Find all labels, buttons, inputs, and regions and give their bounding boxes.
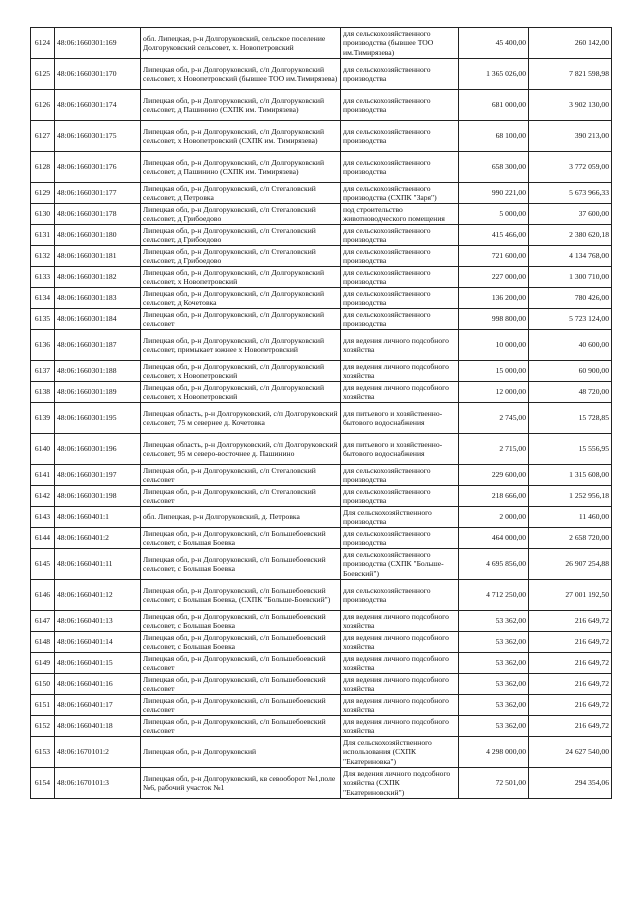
cell-cadastral-value: 216 649,72	[529, 695, 612, 716]
cell-area: 998 800,00	[459, 309, 529, 330]
cell-row-number: 6141	[31, 465, 55, 486]
cell-row-number: 6131	[31, 225, 55, 246]
cell-area: 4 695 856,00	[459, 549, 529, 580]
cell-cadastral-value: 1 252 956,18	[529, 486, 612, 507]
cell-cadastral-number: 48:06:1660401:12	[55, 580, 141, 611]
table-row	[31, 225, 612, 246]
cell-address: Липецкая область, р-н Долгоруковский, с/п Долгоруковский сельсовет, 75 м севернее д. Кочетовка	[141, 403, 341, 434]
cell-permitted-use: для сельскохозяйственного производства	[341, 580, 459, 611]
cell-row-number: 6147	[31, 611, 55, 632]
cell-address: Липецкая обл, р-н Долгоруковский, с/п Стегаловский сельсовет, д Петровка	[141, 183, 341, 204]
cell-cadastral-value: 216 649,72	[529, 611, 612, 632]
table-row	[31, 737, 612, 768]
cell-cadastral-value: 216 649,72	[529, 653, 612, 674]
cell-address: обл. Липецкая, р-н Долгоруковский, сельское поселение Долгоруковский сельсовет, х. Новопетровский	[141, 28, 341, 59]
cell-cadastral-value: 37 600,00	[529, 204, 612, 225]
land-plot-table	[30, 27, 612, 799]
cell-permitted-use: для ведения личного подсобного хозяйства	[341, 611, 459, 632]
cell-area: 4 298 000,00	[459, 737, 529, 768]
table-row	[31, 59, 612, 90]
cell-address: Липецкая обл, р-н Долгоруковский, с/п Большебоевский сельсовет, с Большая Боевка	[141, 632, 341, 653]
table-row	[31, 580, 612, 611]
table-row	[31, 204, 612, 225]
cell-area: 229 600,00	[459, 465, 529, 486]
table-row	[31, 465, 612, 486]
cell-cadastral-number: 48:06:1660401:1	[55, 507, 141, 528]
table-row	[31, 288, 612, 309]
cell-cadastral-number: 48:06:1660401:13	[55, 611, 141, 632]
cell-address: Липецкая обл, р-н Долгоруковский, с/п Стегаловский сельсовет	[141, 465, 341, 486]
cell-permitted-use: для сельскохозяйственного производства	[341, 152, 459, 183]
cell-permitted-use: для сельскохозяйственного производства	[341, 225, 459, 246]
cell-row-number: 6133	[31, 267, 55, 288]
cell-permitted-use: для ведения личного подсобного хозяйства	[341, 653, 459, 674]
table-body	[31, 28, 612, 799]
cell-cadastral-value: 3 772 059,00	[529, 152, 612, 183]
cell-area: 658 300,00	[459, 152, 529, 183]
cell-permitted-use: для ведения личного подсобного хозяйства	[341, 716, 459, 737]
cell-cadastral-number: 48:06:1660301:176	[55, 152, 141, 183]
cell-row-number: 6145	[31, 549, 55, 580]
cell-cadastral-value: 1 315 608,00	[529, 465, 612, 486]
cell-cadastral-value: 2 380 620,18	[529, 225, 612, 246]
cell-permitted-use: для сельскохозяйственного производства (бывшее ТОО им.Тимирязева)	[341, 28, 459, 59]
cell-cadastral-value: 5 723 124,00	[529, 309, 612, 330]
cell-permitted-use: для сельскохозяйственного производства	[341, 90, 459, 121]
cell-area: 464 000,00	[459, 528, 529, 549]
cell-permitted-use: для ведения личного подсобного хозяйства	[341, 632, 459, 653]
table-row	[31, 28, 612, 59]
cell-address: Липецкая обл, р-н Долгоруковский, с/п Долгоруковский сельсовет, х Новопетровский (бывшее ТОО им.Тимирязева)	[141, 59, 341, 90]
cell-cadastral-value: 390 213,00	[529, 121, 612, 152]
cell-cadastral-number: 48:06:1670101:3	[55, 768, 141, 799]
cell-address: Липецкая обл, р-н Долгоруковский, с/п Долгоруковский сельсовет, д Пашинино (СХПК им. Тимирязева)	[141, 152, 341, 183]
cell-cadastral-number: 48:06:1660401:2	[55, 528, 141, 549]
cell-row-number: 6127	[31, 121, 55, 152]
cell-address: Липецкая обл, р-н Долгоруковский, с/п Долгоруковский сельсовет, х Новопетровский	[141, 382, 341, 403]
cell-cadastral-number: 48:06:1660301:181	[55, 246, 141, 267]
cell-cadastral-number: 48:06:1660401:18	[55, 716, 141, 737]
cell-permitted-use: для ведения личного подсобного хозяйства	[341, 361, 459, 382]
cell-cadastral-value: 15 556,95	[529, 434, 612, 465]
table-row	[31, 528, 612, 549]
cell-cadastral-number: 48:06:1660301:177	[55, 183, 141, 204]
cell-row-number: 6129	[31, 183, 55, 204]
cell-cadastral-value: 780 426,00	[529, 288, 612, 309]
cell-cadastral-number: 48:06:1660301:184	[55, 309, 141, 330]
cell-area: 15 000,00	[459, 361, 529, 382]
cell-cadastral-number: 48:06:1660301:195	[55, 403, 141, 434]
cell-cadastral-number: 48:06:1660301:180	[55, 225, 141, 246]
cell-permitted-use: для ведения личного подсобного хозяйства	[341, 695, 459, 716]
cell-row-number: 6152	[31, 716, 55, 737]
cell-cadastral-value: 216 649,72	[529, 716, 612, 737]
cell-row-number: 6140	[31, 434, 55, 465]
cell-permitted-use: для сельскохозяйственного производства	[341, 309, 459, 330]
cell-cadastral-value: 11 460,00	[529, 507, 612, 528]
cell-row-number: 6154	[31, 768, 55, 799]
cell-row-number: 6146	[31, 580, 55, 611]
cell-address: Липецкая обл, р-н Долгоруковский, с/п Большебоевский сельсовет	[141, 716, 341, 737]
cell-row-number: 6128	[31, 152, 55, 183]
cell-permitted-use: для сельскохозяйственного производства	[341, 528, 459, 549]
cell-area: 68 100,00	[459, 121, 529, 152]
cell-address: Липецкая обл, р-н Долгоруковский, с/п Долгоруковский сельсовет, примыкает южнее х Новопетровский	[141, 330, 341, 361]
cell-address: Липецкая обл, р-н Долгоруковский, с/п Долгоруковский сельсовет, х Новопетровский	[141, 267, 341, 288]
cell-area: 53 362,00	[459, 632, 529, 653]
table-row	[31, 653, 612, 674]
cell-area: 53 362,00	[459, 716, 529, 737]
cell-permitted-use: для ведения личного подсобного хозяйства	[341, 382, 459, 403]
table-row	[31, 674, 612, 695]
cell-address: Липецкая обл, р-н Долгоруковский, с/п Большебоевский сельсовет, с Большая Боевка	[141, 549, 341, 580]
cell-cadastral-number: 48:06:1660301:196	[55, 434, 141, 465]
table-row	[31, 121, 612, 152]
cell-address: Липецкая обл, р-н Долгоруковский, с/п Долгоруковский сельсовет, х Новопетровский (СХПК им. Тимирязева)	[141, 121, 341, 152]
cell-cadastral-number: 48:06:1670101:2	[55, 737, 141, 768]
table-row	[31, 90, 612, 121]
cell-cadastral-value: 294 354,06	[529, 768, 612, 799]
cell-permitted-use: Для сельскохозяйственного производства	[341, 507, 459, 528]
cell-row-number: 6132	[31, 246, 55, 267]
cell-cadastral-number: 48:06:1660301:182	[55, 267, 141, 288]
table-row	[31, 611, 612, 632]
cell-area: 681 000,00	[459, 90, 529, 121]
cell-permitted-use: для сельскохозяйственного производства	[341, 121, 459, 152]
cell-area: 136 200,00	[459, 288, 529, 309]
cell-cadastral-number: 48:06:1660401:11	[55, 549, 141, 580]
cell-permitted-use: для ведения личного подсобного хозяйства	[341, 330, 459, 361]
cell-cadastral-value: 60 900,00	[529, 361, 612, 382]
table-row	[31, 507, 612, 528]
cell-address: Липецкая обл, р-н Долгоруковский, с/п Большебоевский сельсовет	[141, 653, 341, 674]
cell-area: 72 501,00	[459, 768, 529, 799]
cell-cadastral-number: 48:06:1660301:170	[55, 59, 141, 90]
table-row	[31, 246, 612, 267]
table-row	[31, 152, 612, 183]
cell-permitted-use: Для ведения личного подсобного хозяйства (СХПК "Екатериновский")	[341, 768, 459, 799]
cell-row-number: 6150	[31, 674, 55, 695]
cell-address: Липецкая обл, р-н Долгоруковский	[141, 737, 341, 768]
cell-area: 990 221,00	[459, 183, 529, 204]
cell-address: Липецкая обл, р-н Долгоруковский, с/п Большебоевский сельсовет, с Большая Боевка	[141, 611, 341, 632]
cell-cadastral-number: 48:06:1660401:17	[55, 695, 141, 716]
cell-address: Липецкая обл, р-н Долгоруковский, с/п Стегаловский сельсовет, д Грибоедово	[141, 246, 341, 267]
cell-row-number: 6142	[31, 486, 55, 507]
table-row	[31, 330, 612, 361]
cell-area: 45 400,00	[459, 28, 529, 59]
cell-address: Липецкая обл, р-н Долгоруковский, с/п Долгоруковский сельсовет, д Пашинино (СХПК им. Тимирязева)	[141, 90, 341, 121]
cell-area: 218 666,00	[459, 486, 529, 507]
cell-row-number: 6153	[31, 737, 55, 768]
table-row	[31, 382, 612, 403]
cell-cadastral-number: 48:06:1660401:15	[55, 653, 141, 674]
cell-address: Липецкая обл, р-н Долгоруковский, с/п Стегаловский сельсовет, д Грибоедово	[141, 225, 341, 246]
cell-row-number: 6136	[31, 330, 55, 361]
cell-address: обл. Липецкая, р-н Долгоруковский, д. Петровка	[141, 507, 341, 528]
cell-row-number: 6138	[31, 382, 55, 403]
table-row	[31, 309, 612, 330]
cell-address: Липецкая обл, р-н Долгоруковский, с/п Долгоруковский сельсовет	[141, 309, 341, 330]
cell-permitted-use: для сельскохозяйственного производства	[341, 288, 459, 309]
cell-cadastral-number: 48:06:1660301:198	[55, 486, 141, 507]
cell-address: Липецкая обл, р-н Долгоруковский, с/п Большебоевский сельсовет, с Большая Боевка	[141, 528, 341, 549]
cell-row-number: 6137	[31, 361, 55, 382]
cell-area: 1 365 026,00	[459, 59, 529, 90]
cell-address: Липецкая обл, р-н Долгоруковский, с/п Долгоруковский сельсовет, д Кочетовка	[141, 288, 341, 309]
cell-cadastral-number: 48:06:1660301:175	[55, 121, 141, 152]
cell-cadastral-value: 2 658 720,00	[529, 528, 612, 549]
cell-address: Липецкая область, р-н Долгоруковский, с/п Долгоруковский сельсовет, 95 м северо-восточнее д. Пашинино	[141, 434, 341, 465]
cell-cadastral-value: 5 673 966,33	[529, 183, 612, 204]
cell-address: Липецкая обл, р-н Долгоруковский, с/п Большебоевский сельсовет	[141, 674, 341, 695]
cell-area: 4 712 250,00	[459, 580, 529, 611]
cell-area: 227 000,00	[459, 267, 529, 288]
cell-cadastral-value: 216 649,72	[529, 674, 612, 695]
cell-cadastral-value: 1 300 710,00	[529, 267, 612, 288]
cell-area: 2 715,00	[459, 434, 529, 465]
cell-address: Липецкая обл, р-н Долгоруковский, кв севооборот №1,поле №6, рабочий участок №1	[141, 768, 341, 799]
cell-row-number: 6126	[31, 90, 55, 121]
cell-cadastral-number: 48:06:1660301:183	[55, 288, 141, 309]
cell-cadastral-value: 260 142,00	[529, 28, 612, 59]
cell-address: Липецкая обл, р-н Долгоруковский, с/п Стегаловский сельсовет	[141, 486, 341, 507]
cell-address: Липецкая обл, р-н Долгоруковский, с/п Большебоевский сельсовет	[141, 695, 341, 716]
cell-cadastral-value: 26 907 254,88	[529, 549, 612, 580]
table-row	[31, 549, 612, 580]
table-row	[31, 695, 612, 716]
cell-permitted-use: для сельскохозяйственного производства (СХПК "Заря")	[341, 183, 459, 204]
cell-permitted-use: для сельскохозяйственного производства	[341, 465, 459, 486]
cell-row-number: 6143	[31, 507, 55, 528]
cell-cadastral-number: 48:06:1660301:188	[55, 361, 141, 382]
cell-permitted-use: для питьевого и хозяйственно-бытового водоснабжения	[341, 403, 459, 434]
cell-row-number: 6151	[31, 695, 55, 716]
cell-permitted-use: для сельскохозяйственного производства	[341, 246, 459, 267]
cell-cadastral-value: 15 728,85	[529, 403, 612, 434]
cell-row-number: 6134	[31, 288, 55, 309]
table-row	[31, 403, 612, 434]
cell-row-number: 6125	[31, 59, 55, 90]
table-row	[31, 486, 612, 507]
cell-permitted-use: для ведения личного подсобного хозяйства	[341, 674, 459, 695]
cell-row-number: 6130	[31, 204, 55, 225]
cell-area: 2 745,00	[459, 403, 529, 434]
cell-cadastral-number: 48:06:1660301:174	[55, 90, 141, 121]
cell-cadastral-number: 48:06:1660301:169	[55, 28, 141, 59]
cell-row-number: 6139	[31, 403, 55, 434]
cell-permitted-use: для сельскохозяйственного производства (СХПК "Больше-Боевский")	[341, 549, 459, 580]
cell-cadastral-number: 48:06:1660301:197	[55, 465, 141, 486]
cell-cadastral-number: 48:06:1660301:178	[55, 204, 141, 225]
table-row	[31, 361, 612, 382]
cell-permitted-use: Для сельскохозяйственного использования (СХПК "Екатериновка")	[341, 737, 459, 768]
cell-permitted-use: под строительство животноводческого помещения	[341, 204, 459, 225]
cell-cadastral-value: 40 600,00	[529, 330, 612, 361]
cell-permitted-use: для питьевого и хозяйственно-бытового водоснабжения	[341, 434, 459, 465]
cell-row-number: 6149	[31, 653, 55, 674]
cell-area: 53 362,00	[459, 653, 529, 674]
cell-area: 53 362,00	[459, 611, 529, 632]
table-row	[31, 768, 612, 799]
cell-cadastral-number: 48:06:1660301:187	[55, 330, 141, 361]
table-row	[31, 434, 612, 465]
cell-permitted-use: для сельскохозяйственного производства	[341, 59, 459, 90]
cell-cadastral-number: 48:06:1660401:16	[55, 674, 141, 695]
cell-cadastral-value: 48 720,00	[529, 382, 612, 403]
cell-address: Липецкая обл, р-н Долгоруковский, с/п Долгоруковский сельсовет, х Новопетровский	[141, 361, 341, 382]
cell-area: 721 600,00	[459, 246, 529, 267]
table-row	[31, 267, 612, 288]
cell-address: Липецкая обл, р-н Долгоруковский, с/п Большебоевский сельсовет, с Большая Боевка, (СХПК "Больше-Боевский")	[141, 580, 341, 611]
cell-cadastral-value: 3 902 130,00	[529, 90, 612, 121]
cell-area: 53 362,00	[459, 695, 529, 716]
cell-cadastral-value: 216 649,72	[529, 632, 612, 653]
cell-row-number: 6148	[31, 632, 55, 653]
cell-permitted-use: для сельскохозяйственного производства	[341, 267, 459, 288]
cell-cadastral-value: 7 821 598,98	[529, 59, 612, 90]
cell-row-number: 6135	[31, 309, 55, 330]
registry-page	[30, 27, 611, 799]
cell-area: 5 000,00	[459, 204, 529, 225]
cell-cadastral-number: 48:06:1660301:189	[55, 382, 141, 403]
cell-area: 415 466,00	[459, 225, 529, 246]
cell-cadastral-value: 27 001 192,50	[529, 580, 612, 611]
cell-area: 2 000,00	[459, 507, 529, 528]
cell-cadastral-value: 4 134 768,00	[529, 246, 612, 267]
cell-row-number: 6124	[31, 28, 55, 59]
cell-permitted-use: для сельскохозяйственного производства	[341, 486, 459, 507]
table-row	[31, 183, 612, 204]
table-row	[31, 632, 612, 653]
table-row	[31, 716, 612, 737]
cell-area: 12 000,00	[459, 382, 529, 403]
cell-address: Липецкая обл, р-н Долгоруковский, с/п Стегаловский сельсовет, д Грибоедово	[141, 204, 341, 225]
cell-cadastral-number: 48:06:1660401:14	[55, 632, 141, 653]
cell-row-number: 6144	[31, 528, 55, 549]
cell-area: 53 362,00	[459, 674, 529, 695]
cell-area: 10 000,00	[459, 330, 529, 361]
cell-cadastral-value: 24 627 540,00	[529, 737, 612, 768]
